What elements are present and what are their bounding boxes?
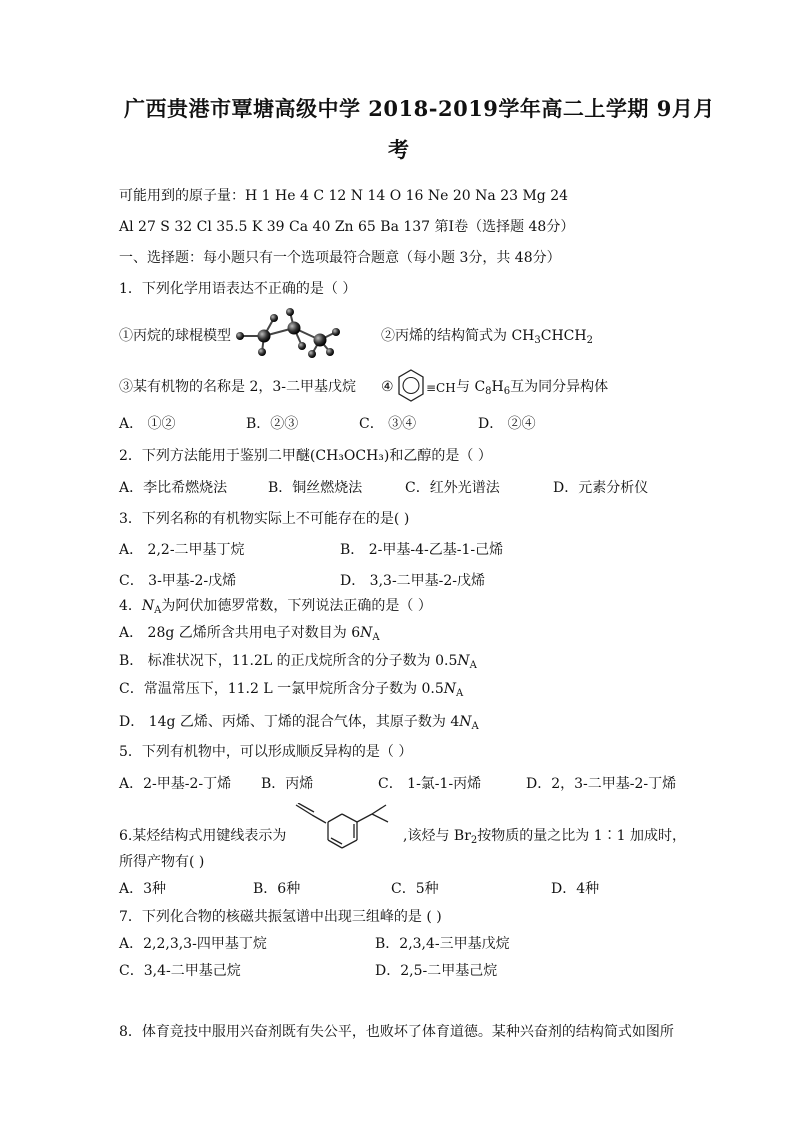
q3-stem: 3．下列名称的有机物实际上不可能存在的是( ) — [119, 511, 410, 527]
q7-option-d: D．2,5-二甲基己烷 — [375, 963, 498, 979]
q4-option-c: C．常温常压下，11.2 L 一氯甲烷所含分子数为 $0.5N_A$ — [119, 681, 464, 699]
q6-option-d: D．4种 — [551, 881, 600, 897]
section-title: 一、选择题：每小题只有一个选项最符合题意（每小题 3分，共 48分） — [119, 250, 561, 266]
ethynyl-group: ≡CH — [426, 381, 456, 395]
q6-stem-part2: ,该烃与 $Br_2$按物质的量之比为 1∶1 加成时， — [403, 828, 686, 846]
atomic-masses-line1: 可能用到的原子量：H 1 He 4 C 12 N 14 O 16 Ne 20 Na 23 Mg 24 — [119, 188, 569, 204]
page-title: 广西贵港市覃塘高级中学 2018-2019学年高二上学期 9月月 — [124, 96, 715, 121]
q2-option-d: D．元素分析仪 — [553, 480, 649, 496]
q3-option-c: C． 3-甲基-2-戊烯 — [119, 573, 237, 589]
q1-option-a: A． ①② — [119, 416, 176, 432]
q1-item3: ③某有机物的名称是 2，3-二甲基戊烷 — [119, 379, 356, 395]
q1-stem: 1．下列化学用语表达不正确的是（ ） — [119, 281, 357, 297]
q8-stem: 8．体育竞技中服用兴奋剂既有失公平，也败坏了体育道德。某种兴奋剂的结构简式如图所 — [119, 1024, 674, 1040]
q6-stem-line2: 所得产物有( ) — [119, 854, 205, 870]
q1-item2: ②丙烯的结构简式为 $CH_3CHCH_2$ — [381, 328, 593, 346]
q4-option-a: A． 28g 乙烯所含共用电子对数目为 $6N_A$ — [119, 625, 380, 643]
q5-option-d: D．2，3-二甲基-2-丁烯 — [526, 776, 677, 792]
q6-option-a: A．3种 — [119, 881, 167, 897]
q4-stem: 4．$N_A$为阿伏加德罗常数，下列说法正确的是（ ） — [119, 598, 432, 616]
q1-option-d: D． ②④ — [478, 416, 536, 432]
q6-option-c: C．5种 — [391, 881, 439, 897]
q5-stem: 5．下列有机物中，可以形成顺反异构的是（ ） — [119, 744, 413, 760]
q2-option-a: A．李比希燃烧法 — [119, 480, 228, 496]
q7-option-a: A．2,2,3,3-四甲基丁烷 — [119, 936, 267, 952]
q1-item4-label: ④ — [381, 379, 394, 395]
q5-option-c: C． 1-氯-1-丙烯 — [378, 776, 482, 792]
q1-item4-text: 与 $C_8H_6$互为同分异构体 — [456, 379, 609, 397]
q4-option-b: B． 标准状况下，11.2L 的正戊烷所含的分子数为 $0.5N_A$ — [119, 653, 477, 671]
q3-option-a: A． 2,2-二甲基丁烷 — [119, 542, 245, 558]
q1-item1: ①丙烷的球棍模型 — [119, 328, 231, 344]
q1-option-b: B．②③ — [246, 416, 299, 432]
q3-option-b: B． 2-甲基-4-乙基-1-己烯 — [340, 542, 504, 558]
q5-option-b: B．丙烯 — [261, 776, 314, 792]
q1-option-c: C． ③④ — [359, 416, 417, 432]
q6-stem-part1: 6.某烃结构式用键线表示为 — [119, 828, 287, 844]
page-title-continued: 考 — [388, 137, 410, 162]
atomic-masses-line2: Al 27 S 32 Cl 35.5 K 39 Ca 40 Zn 65 Ba 137 第Ⅰ卷（选择题 48分） — [119, 219, 575, 235]
benzene-ring-structure — [396, 367, 426, 405]
q5-option-a: A．2-甲基-2-丁烯 — [119, 776, 232, 792]
q6-option-b: B．6种 — [253, 881, 301, 897]
q4-option-d: D． 14g 乙烯、丙烯、丁烯的混合气体，其原子数为 $4N_A$ — [119, 714, 479, 732]
q2-stem: 2．下列方法能用于鉴别二甲醚(CH₃OCH₃)和乙醇的是（ ） — [119, 448, 492, 464]
propane-ball-stick-model — [232, 306, 344, 358]
q7-option-b: B．2,3,4-三甲基戊烷 — [375, 936, 510, 952]
q2-option-b: B．铜丝燃烧法 — [268, 480, 363, 496]
q7-stem: 7．下列化合物的核磁共振氢谱中出现三组峰的是 ( ) — [119, 909, 442, 925]
hydrocarbon-skeletal-formula — [290, 803, 402, 857]
q7-option-c: C．3,4-二甲基己烷 — [119, 963, 241, 979]
q3-option-d: D． 3,3-二甲基-2-戊烯 — [340, 573, 486, 589]
q2-option-c: C．红外光谱法 — [405, 480, 500, 496]
